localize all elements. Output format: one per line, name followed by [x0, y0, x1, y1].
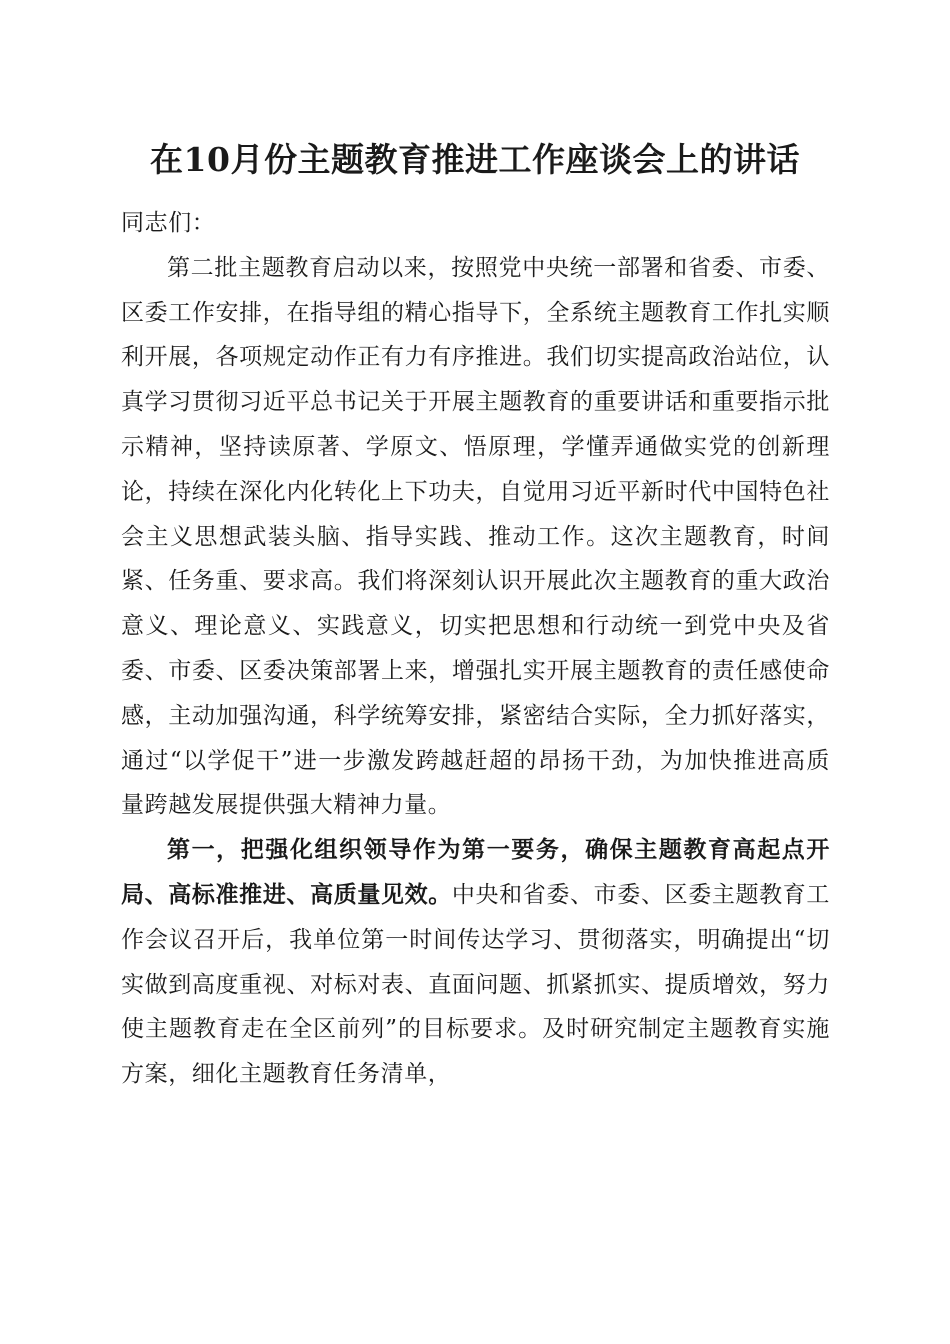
paragraph-2-lead: 第一，把强化组织领导作为第一要务，确保主题教育高起点开局、高标准推进、高质量见效。 [121, 836, 830, 908]
paragraph-2 [121, 828, 830, 1097]
paragraph-1: 第二批主题教育启动以来，按照党中央统一部署和省委、市委、区委工作安排，在指导组的精心指导下，全系统主题教育工作扎实顺利开展，各项规定动作正有力有序推进。我们切实提高政治站位，认真学习贯彻习近平总书记关于开展主题教育的重要讲话和重要指示批示精神，坚持读原著、学原文、悟原理，学懂弄通做实党的创新理论，持续在深化内化转化上下功夫，自觉用习近平新时代中国特色社会主义思想武装头脑、指导实践、推动工作。这次主题教育，时间紧、任务重、要求高。我们将深刻认识开展此次主题教育的重大政治意义、理论意义、实践意义，切实把思想和行动统一到党中央及省委、市委、区委决策部署上来，增强扎实开展主题教育的责任感使命感，主动加强沟通，科学统筹安排，紧密结合实际，全力抓好落实，通过“以学促干”进一步激发跨越赶超的昂扬干劲，为加快推进高质量跨越发展提供强大精神力量。 [121, 254, 830, 819]
document-title: 在10月份主题教育推进工作座谈会上的讲话 [150, 140, 800, 179]
salutation: 同志们： [121, 210, 216, 236]
paragraph-2-body: 中央和省委、市委、区委主题教育工作会议召开后，我单位第一时间传达学习、贯彻落实，明确提出“切实做到高度重视、对标对表、直面问题、抓紧抓实、提质增效，努力使主题教育走在全区前列”的目标要求。及时研究制定主题教育实施方案，细化主题教育任务清单， [121, 881, 830, 1088]
document-body [121, 201, 830, 1097]
